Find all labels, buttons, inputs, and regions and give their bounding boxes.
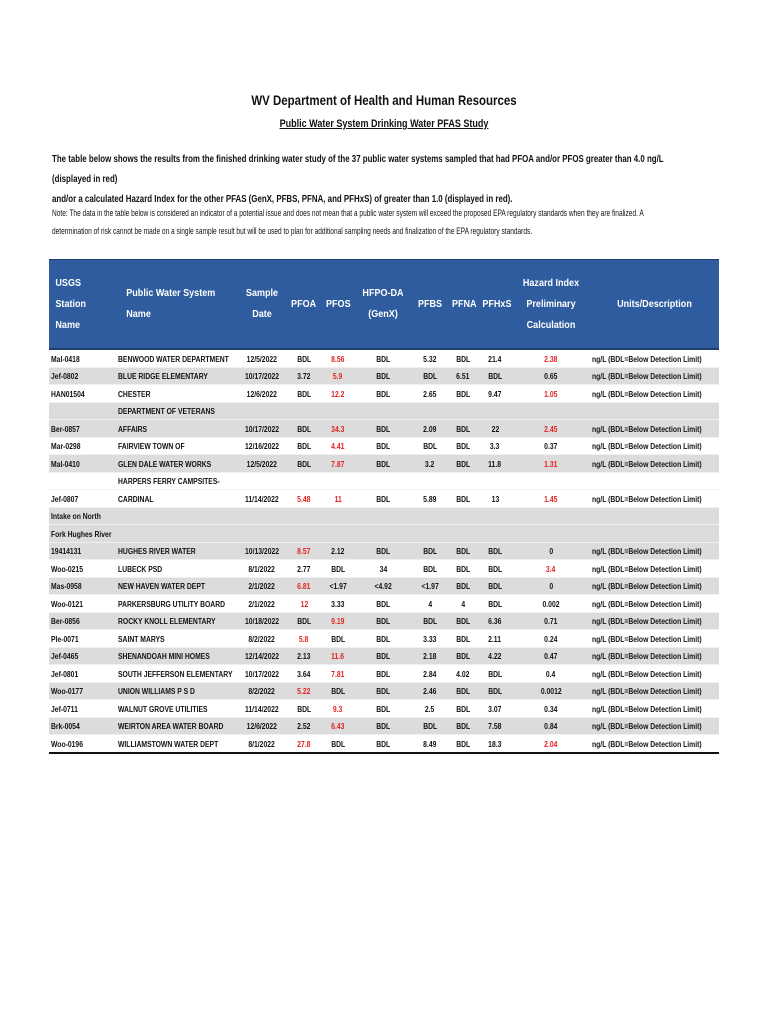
cell-pfhxs	[478, 507, 512, 525]
cell-pfbs: BDL	[412, 717, 448, 735]
cell-system	[116, 507, 238, 525]
cell-genx	[354, 525, 412, 543]
cell-pfhxs: BDL	[478, 682, 512, 700]
cell-station: Mar-0298	[49, 437, 116, 455]
cell-date	[238, 472, 286, 490]
cell-date: 10/17/2022	[238, 665, 286, 683]
cell-system: HUGHES RIVER WATER	[116, 542, 238, 560]
cell-hazard: 0.34	[512, 700, 590, 718]
cell-pfoa: BDL	[286, 455, 322, 473]
cell-date: 12/6/2022	[238, 717, 286, 735]
cell-station: Intake on North	[49, 507, 116, 525]
cell-pfoa	[286, 402, 322, 420]
cell-hazard: 0	[512, 577, 590, 595]
results-table	[49, 259, 719, 754]
header-genx: HFPO-DA (GenX)	[354, 260, 412, 350]
table-row	[49, 490, 719, 508]
cell-genx: BDL	[354, 682, 412, 700]
cell-date: 10/17/2022	[238, 420, 286, 438]
table-row	[49, 455, 719, 473]
cell-genx: BDL	[354, 349, 412, 367]
cell-date: 10/18/2022	[238, 612, 286, 630]
table-row-continuation	[49, 507, 719, 525]
table-row	[49, 595, 719, 613]
cell-date: 11/14/2022	[238, 490, 286, 508]
cell-pfhxs: BDL	[478, 367, 512, 385]
cell-station: Ber-0856	[49, 612, 116, 630]
cell-units	[590, 525, 719, 543]
cell-pfna	[448, 525, 478, 543]
cell-genx: BDL	[354, 647, 412, 665]
cell-pfos	[322, 525, 354, 543]
cell-pfhxs: 21.4	[478, 349, 512, 367]
cell-date: 10/13/2022	[238, 542, 286, 560]
cell-system: WALNUT GROVE UTILITIES	[116, 700, 238, 718]
cell-pfhxs: BDL	[478, 595, 512, 613]
cell-units: ng/L (BDL=Below Detection Limit)	[590, 560, 719, 578]
cell-pfna: 4	[448, 595, 478, 613]
header-pfoa: PFOA	[286, 260, 322, 350]
table-row	[49, 665, 719, 683]
cell-genx: BDL	[354, 490, 412, 508]
header-pfna: PFNA	[448, 260, 478, 350]
table-row	[49, 367, 719, 385]
cell-genx: BDL	[354, 665, 412, 683]
table-row-continuation	[49, 525, 719, 543]
cell-pfoa: BDL	[286, 385, 322, 403]
cell-pfhxs: BDL	[478, 665, 512, 683]
cell-units	[590, 402, 719, 420]
cell-pfoa: 6.81	[286, 577, 322, 595]
cell-hazard: 2.38	[512, 349, 590, 367]
cell-pfbs: 2.18	[412, 647, 448, 665]
cell-genx: BDL	[354, 420, 412, 438]
cell-station: Woo-0215	[49, 560, 116, 578]
cell-system: HARPERS FERRY CAMPSITES-	[116, 472, 238, 490]
cell-pfoa: 5.8	[286, 630, 322, 648]
cell-pfbs: 8.49	[412, 735, 448, 753]
cell-pfbs: BDL	[412, 542, 448, 560]
cell-genx: BDL	[354, 455, 412, 473]
cell-pfbs: 5.89	[412, 490, 448, 508]
cell-hazard	[512, 402, 590, 420]
cell-units: ng/L (BDL=Below Detection Limit)	[590, 665, 719, 683]
cell-pfhxs	[478, 525, 512, 543]
cell-pfos	[322, 402, 354, 420]
cell-pfbs: 2.5	[412, 700, 448, 718]
cell-pfoa: BDL	[286, 612, 322, 630]
cell-station: 19414131	[49, 542, 116, 560]
cell-pfna: BDL	[448, 349, 478, 367]
table-body	[49, 349, 719, 753]
cell-pfos: 2.12	[322, 542, 354, 560]
cell-pfos	[322, 507, 354, 525]
cell-genx: BDL	[354, 700, 412, 718]
page-title: WV Department of Health and Human Resources	[251, 92, 517, 108]
cell-station: Jef-0807	[49, 490, 116, 508]
cell-system: WEIRTON AREA WATER BOARD	[116, 717, 238, 735]
cell-hazard: 0.0012	[512, 682, 590, 700]
cell-station: Woo-0177	[49, 682, 116, 700]
cell-pfbs: BDL	[412, 437, 448, 455]
cell-system: BLUE RIDGE ELEMENTARY	[116, 367, 238, 385]
cell-date: 8/2/2022	[238, 682, 286, 700]
cell-pfna: BDL	[448, 630, 478, 648]
cell-units	[590, 507, 719, 525]
cell-genx: BDL	[354, 437, 412, 455]
cell-genx: 34	[354, 560, 412, 578]
cell-date: 11/14/2022	[238, 700, 286, 718]
cell-pfoa: BDL	[286, 700, 322, 718]
cell-system: LUBECK PSD	[116, 560, 238, 578]
cell-system	[116, 525, 238, 543]
cell-station: Jef-0465	[49, 647, 116, 665]
table-row	[49, 577, 719, 595]
cell-pfhxs: BDL	[478, 560, 512, 578]
cell-pfhxs: 3.3	[478, 437, 512, 455]
table-row	[49, 717, 719, 735]
cell-date: 2/1/2022	[238, 577, 286, 595]
table-row	[49, 700, 719, 718]
table-row	[49, 735, 719, 753]
table-row	[49, 437, 719, 455]
cell-genx: BDL	[354, 367, 412, 385]
cell-genx: BDL	[354, 542, 412, 560]
cell-hazard: 0.4	[512, 665, 590, 683]
cell-pfhxs: 9.47	[478, 385, 512, 403]
cell-pfna: BDL	[448, 647, 478, 665]
cell-pfbs: <1.97	[412, 577, 448, 595]
table-row	[49, 560, 719, 578]
cell-pfna: 4.02	[448, 665, 478, 683]
cell-system: CHESTER	[116, 385, 238, 403]
cell-pfhxs: 7.58	[478, 717, 512, 735]
cell-pfbs: 4	[412, 595, 448, 613]
cell-pfos: <1.97	[322, 577, 354, 595]
cell-pfos: 9.3	[322, 700, 354, 718]
cell-pfbs: BDL	[412, 612, 448, 630]
header-pfos: PFOS	[322, 260, 354, 350]
cell-genx	[354, 472, 412, 490]
cell-pfhxs: 6.36	[478, 612, 512, 630]
cell-station	[49, 402, 116, 420]
header-usgs-station: USGS Station Name	[49, 260, 116, 350]
table-row	[49, 682, 719, 700]
header-pfhxs: PFHxS	[478, 260, 512, 350]
cell-pfoa: 5.48	[286, 490, 322, 508]
cell-pfbs: BDL	[412, 560, 448, 578]
cell-units: ng/L (BDL=Below Detection Limit)	[590, 437, 719, 455]
cell-pfna: BDL	[448, 385, 478, 403]
page-subtitle: Public Water System Drinking Water PFAS Study	[279, 118, 489, 130]
cell-pfos: 11.6	[322, 647, 354, 665]
cell-pfos: 5.9	[322, 367, 354, 385]
cell-genx	[354, 507, 412, 525]
cell-pfna: BDL	[448, 700, 478, 718]
cell-units: ng/L (BDL=Below Detection Limit)	[590, 577, 719, 595]
table-row	[49, 630, 719, 648]
cell-station: Jef-0801	[49, 665, 116, 683]
cell-pfoa: 2.13	[286, 647, 322, 665]
cell-pfhxs: 18.3	[478, 735, 512, 753]
table-row-continuation	[49, 472, 719, 490]
cell-station: HAN01504	[49, 385, 116, 403]
cell-system: WILLIAMSTOWN WATER DEPT	[116, 735, 238, 753]
cell-station: Jef-0802	[49, 367, 116, 385]
cell-pfos: 7.87	[322, 455, 354, 473]
intro-line: The table below shows the results from the finished drinking water study of the 37 public water systems sampled that had PFOA and/or PFOS greater than 4.0 ng/L (displayed in red)	[52, 154, 664, 185]
cell-hazard: 0	[512, 542, 590, 560]
cell-units: ng/L (BDL=Below Detection Limit)	[590, 420, 719, 438]
cell-hazard: 0.002	[512, 595, 590, 613]
cell-pfna	[448, 402, 478, 420]
cell-station: Jef-0711	[49, 700, 116, 718]
cell-pfoa: BDL	[286, 420, 322, 438]
header-units: Units/Description	[590, 260, 719, 350]
cell-date: 8/1/2022	[238, 560, 286, 578]
header-public-water-system: Public Water System Name	[116, 260, 238, 350]
cell-pfoa	[286, 472, 322, 490]
cell-pfna: BDL	[448, 682, 478, 700]
cell-units: ng/L (BDL=Below Detection Limit)	[590, 455, 719, 473]
cell-station	[49, 472, 116, 490]
table-row	[49, 420, 719, 438]
table-row	[49, 349, 719, 367]
cell-genx: BDL	[354, 630, 412, 648]
results-table-container	[49, 259, 702, 754]
cell-pfna	[448, 507, 478, 525]
cell-units: ng/L (BDL=Below Detection Limit)	[590, 385, 719, 403]
cell-hazard: 2.04	[512, 735, 590, 753]
cell-system: UNION WILLIAMS P S D	[116, 682, 238, 700]
table-row	[49, 612, 719, 630]
cell-system: AFFAIRS	[116, 420, 238, 438]
cell-date: 12/14/2022	[238, 647, 286, 665]
cell-pfos: 6.43	[322, 717, 354, 735]
cell-pfoa: 8.57	[286, 542, 322, 560]
cell-date	[238, 507, 286, 525]
cell-station: Fork Hughes River	[49, 525, 116, 543]
cell-hazard: 1.05	[512, 385, 590, 403]
cell-date: 8/1/2022	[238, 735, 286, 753]
cell-pfos: 12.2	[322, 385, 354, 403]
cell-pfna: BDL	[448, 437, 478, 455]
header-sample-date: Sample Date	[238, 260, 286, 350]
cell-units: ng/L (BDL=Below Detection Limit)	[590, 647, 719, 665]
cell-date: 12/5/2022	[238, 349, 286, 367]
cell-hazard	[512, 507, 590, 525]
cell-date: 12/5/2022	[238, 455, 286, 473]
cell-pfbs: BDL	[412, 367, 448, 385]
cell-units: ng/L (BDL=Below Detection Limit)	[590, 595, 719, 613]
cell-pfna: BDL	[448, 542, 478, 560]
cell-pfbs: 2.84	[412, 665, 448, 683]
cell-genx: BDL	[354, 385, 412, 403]
cell-pfos: 7.81	[322, 665, 354, 683]
cell-date: 2/1/2022	[238, 595, 286, 613]
cell-genx: BDL	[354, 595, 412, 613]
cell-date	[238, 525, 286, 543]
cell-system: ROCKY KNOLL ELEMENTARY	[116, 612, 238, 630]
cell-units: ng/L (BDL=Below Detection Limit)	[590, 349, 719, 367]
cell-pfhxs	[478, 472, 512, 490]
note-line: Note: The data in the table below is considered an indicator of a potential issue and does not mean that a public water system will exceed the proposed EPA regulatory standards when they are finalized. A	[52, 208, 644, 218]
header-pfbs: PFBS	[412, 260, 448, 350]
cell-pfna	[448, 472, 478, 490]
cell-pfna: BDL	[448, 717, 478, 735]
cell-units: ng/L (BDL=Below Detection Limit)	[590, 367, 719, 385]
cell-hazard: 0.71	[512, 612, 590, 630]
cell-pfbs: 5.32	[412, 349, 448, 367]
cell-pfna: BDL	[448, 735, 478, 753]
cell-pfoa: 3.72	[286, 367, 322, 385]
cell-pfhxs: BDL	[478, 577, 512, 595]
cell-pfbs	[412, 402, 448, 420]
cell-pfos: BDL	[322, 630, 354, 648]
intro-paragraph	[52, 150, 700, 210]
cell-system: PARKERSBURG UTILITY BOARD	[116, 595, 238, 613]
cell-pfhxs: 22	[478, 420, 512, 438]
cell-pfos: 8.56	[322, 349, 354, 367]
cell-pfbs	[412, 525, 448, 543]
cell-genx	[354, 402, 412, 420]
cell-pfos: 4.41	[322, 437, 354, 455]
cell-units: ng/L (BDL=Below Detection Limit)	[590, 700, 719, 718]
cell-pfoa	[286, 507, 322, 525]
cell-hazard: 0.65	[512, 367, 590, 385]
cell-pfna: BDL	[448, 420, 478, 438]
cell-system: NEW HAVEN WATER DEPT	[116, 577, 238, 595]
cell-station: Mal-0418	[49, 349, 116, 367]
cell-pfoa: BDL	[286, 349, 322, 367]
cell-station: Mas-0958	[49, 577, 116, 595]
cell-pfna: BDL	[448, 455, 478, 473]
cell-pfoa: 2.52	[286, 717, 322, 735]
cell-pfna: 6.51	[448, 367, 478, 385]
table-row	[49, 647, 719, 665]
cell-system: FAIRVIEW TOWN OF	[116, 437, 238, 455]
cell-pfos: 11	[322, 490, 354, 508]
cell-hazard: 1.31	[512, 455, 590, 473]
cell-station: Woo-0196	[49, 735, 116, 753]
note-line: determination of risk cannot be made on a single sample result but will be used to plan for additional sampling needs and finalization of the EPA regulatory standards.	[52, 226, 533, 236]
cell-pfoa	[286, 525, 322, 543]
cell-pfbs: 3.33	[412, 630, 448, 648]
cell-date: 12/6/2022	[238, 385, 286, 403]
cell-genx: BDL	[354, 717, 412, 735]
cell-station: Brk-0054	[49, 717, 116, 735]
cell-pfoa: 27.8	[286, 735, 322, 753]
cell-pfos: 3.33	[322, 595, 354, 613]
table-row	[49, 385, 719, 403]
cell-pfos: BDL	[322, 682, 354, 700]
cell-system: GLEN DALE WATER WORKS	[116, 455, 238, 473]
cell-pfbs: 2.65	[412, 385, 448, 403]
cell-date: 8/2/2022	[238, 630, 286, 648]
cell-date	[238, 402, 286, 420]
cell-pfoa: BDL	[286, 437, 322, 455]
cell-pfoa: 2.77	[286, 560, 322, 578]
cell-pfhxs	[478, 402, 512, 420]
cell-pfhxs: 2.11	[478, 630, 512, 648]
cell-pfna: BDL	[448, 577, 478, 595]
cell-station: Mal-0410	[49, 455, 116, 473]
cell-pfhxs: 13	[478, 490, 512, 508]
cell-pfhxs: BDL	[478, 542, 512, 560]
table-header	[49, 260, 719, 350]
cell-pfoa: 5.22	[286, 682, 322, 700]
cell-pfna: BDL	[448, 612, 478, 630]
cell-station: Woo-0121	[49, 595, 116, 613]
cell-system: SHENANDOAH MINI HOMES	[116, 647, 238, 665]
cell-genx: BDL	[354, 735, 412, 753]
cell-units: ng/L (BDL=Below Detection Limit)	[590, 612, 719, 630]
cell-pfhxs: 4.22	[478, 647, 512, 665]
cell-system: CARDINAL	[116, 490, 238, 508]
cell-system: DEPARTMENT OF VETERANS	[116, 402, 238, 420]
cell-pfhxs: 3.07	[478, 700, 512, 718]
intro-line: and/or a calculated Hazard Index for the other PFAS (GenX, PFBS, PFNA, and PFHxS) of greater than 1.0 (displayed in red).	[52, 194, 513, 205]
cell-pfna: BDL	[448, 490, 478, 508]
cell-system: SOUTH JEFFERSON ELEMENTARY	[116, 665, 238, 683]
cell-genx: <4.92	[354, 577, 412, 595]
cell-hazard: 0.47	[512, 647, 590, 665]
cell-pfoa: 12	[286, 595, 322, 613]
table-row	[49, 542, 719, 560]
cell-pfos: BDL	[322, 735, 354, 753]
cell-pfbs: 3.2	[412, 455, 448, 473]
cell-date: 10/17/2022	[238, 367, 286, 385]
cell-hazard: 0.84	[512, 717, 590, 735]
cell-pfbs: 2.46	[412, 682, 448, 700]
cell-units: ng/L (BDL=Below Detection Limit)	[590, 717, 719, 735]
note-paragraph	[52, 204, 709, 240]
header-hazard-index: Hazard Index Preliminary Calculation	[512, 260, 590, 350]
cell-units: ng/L (BDL=Below Detection Limit)	[590, 630, 719, 648]
cell-system: SAINT MARYS	[116, 630, 238, 648]
cell-hazard: 3.4	[512, 560, 590, 578]
cell-station: Ple-0071	[49, 630, 116, 648]
cell-pfna: BDL	[448, 560, 478, 578]
cell-pfbs	[412, 472, 448, 490]
cell-date: 12/16/2022	[238, 437, 286, 455]
cell-system: BENWOOD WATER DEPARTMENT	[116, 349, 238, 367]
cell-units: ng/L (BDL=Below Detection Limit)	[590, 735, 719, 753]
cell-pfbs	[412, 507, 448, 525]
cell-units	[590, 472, 719, 490]
cell-hazard: 0.37	[512, 437, 590, 455]
cell-units: ng/L (BDL=Below Detection Limit)	[590, 490, 719, 508]
cell-pfoa: 3.64	[286, 665, 322, 683]
cell-hazard: 1.45	[512, 490, 590, 508]
cell-pfos: 34.3	[322, 420, 354, 438]
cell-pfos	[322, 472, 354, 490]
cell-pfos: BDL	[322, 560, 354, 578]
cell-genx: BDL	[354, 612, 412, 630]
table-row-continuation	[49, 402, 719, 420]
cell-hazard: 0.24	[512, 630, 590, 648]
cell-units: ng/L (BDL=Below Detection Limit)	[590, 682, 719, 700]
cell-pfhxs: 11.8	[478, 455, 512, 473]
cell-pfbs: 2.09	[412, 420, 448, 438]
cell-hazard	[512, 472, 590, 490]
cell-pfos: 9.19	[322, 612, 354, 630]
cell-hazard: 2.45	[512, 420, 590, 438]
cell-hazard	[512, 525, 590, 543]
cell-station: Ber-0857	[49, 420, 116, 438]
cell-units: ng/L (BDL=Below Detection Limit)	[590, 542, 719, 560]
